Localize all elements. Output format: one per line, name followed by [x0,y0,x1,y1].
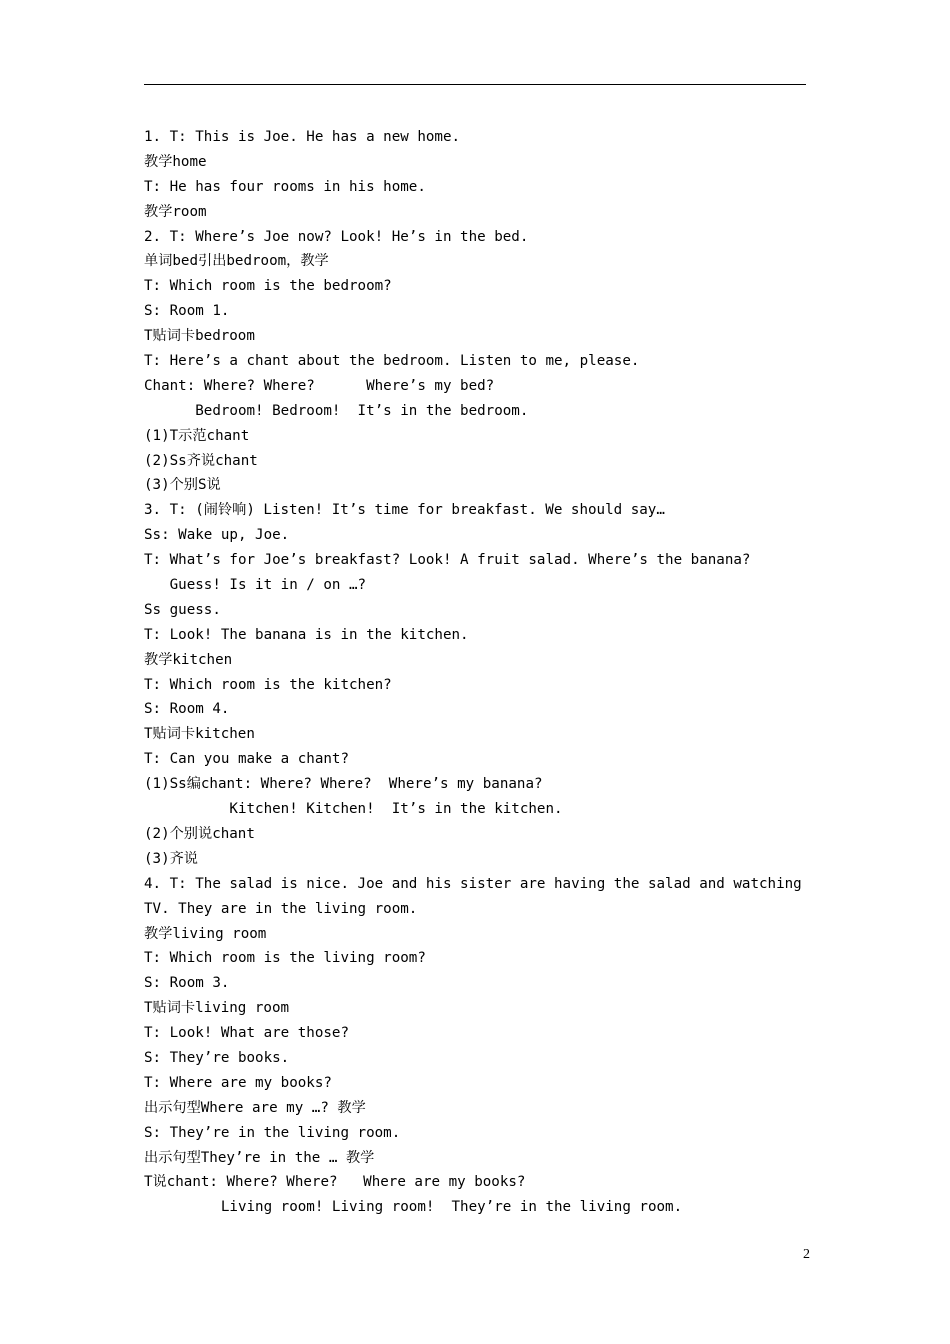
text-line: Ss: Wake up, Joe. [144,527,290,544]
text-line: T: He has four rooms in his home. [144,178,426,195]
text-line: 教学kitchen [144,651,233,668]
text-line: T: Where are my books? [144,1074,332,1091]
text-line: S: They’re books. [144,1049,290,1066]
text-line: T: Which room is the bedroom? [144,278,392,295]
text-line: 2. T: Where’s Joe now? Look! He’s in the bed. [144,228,529,245]
text-line: T贴词卡bedroom [144,328,255,345]
text-line: S: They’re in the living room. [144,1124,401,1141]
text-line: (3)个别S说 [144,477,221,494]
text-line: 教学home [144,153,207,170]
text-line: (1)T示范chant [144,427,250,444]
text-line: T: What’s for Joe’s breakfast? Look! A fruit salad. Where’s the banana? [144,552,751,569]
text-line: Living room! Living room! They’re in the living room. [144,1199,683,1216]
text-line: T: Here’s a chant about the bedroom. Listen to me, please. [144,353,640,370]
text-line: 单词bed引出bedroom，教学 [144,253,329,270]
text-line: T: Look! What are those? [144,1025,349,1042]
text-line: S: Room 1. [144,303,230,320]
text-line: 1. T: This is Joe. He has a new home. [144,129,461,145]
text-line: S: Room 3. [144,975,230,992]
text-line: TV. They are in the living room. [144,900,418,917]
text-line: 出示句型They’re in the … 教学 [144,1149,375,1166]
header-rule [144,84,806,85]
text-line: T: Can you make a chant? [144,751,349,768]
text-line: 4. T: The salad is nice. Joe and his sister are having the salad and watching [144,875,802,892]
text-line: (3)齐说 [144,850,198,867]
text-line: T贴词卡living room [144,1000,290,1017]
text-line: 教学living room [144,925,267,942]
text-line: Bedroom! Bedroom! It’s in the bedroom. [144,402,529,419]
text-line: T说chant: Where? Where? Where are my books? [144,1174,526,1191]
text-line: (1)Ss编chant: Where? Where? Where’s my banana? [144,776,543,793]
text-line: Chant: Where? Where? Where’s my bed? [144,377,495,394]
text-line: T: Which room is the living room? [144,950,426,967]
text-line: T: Look! The banana is in the kitchen. [144,626,469,643]
text-line: Ss guess. [144,601,221,618]
page-number: 2 [803,1247,810,1262]
text-line: (2)个别说chant [144,825,255,842]
text-line: 出示句型Where are my …? 教学 [144,1099,366,1116]
text-line: Guess! Is it in / on …? [144,577,367,594]
text-line: (2)Ss齐说chant [144,452,258,469]
text-line: T贴词卡kitchen [144,726,255,743]
text-line: 教学room [144,203,207,220]
text-line: S: Room 4. [144,701,230,718]
text-line: T: Which room is the kitchen? [144,676,392,693]
document-body [144,125,824,1220]
text-line: Kitchen! Kitchen! It’s in the kitchen. [144,801,563,818]
text-line: 3. T: (闹铃响) Listen! It’s time for breakfast. We should say… [144,502,665,519]
